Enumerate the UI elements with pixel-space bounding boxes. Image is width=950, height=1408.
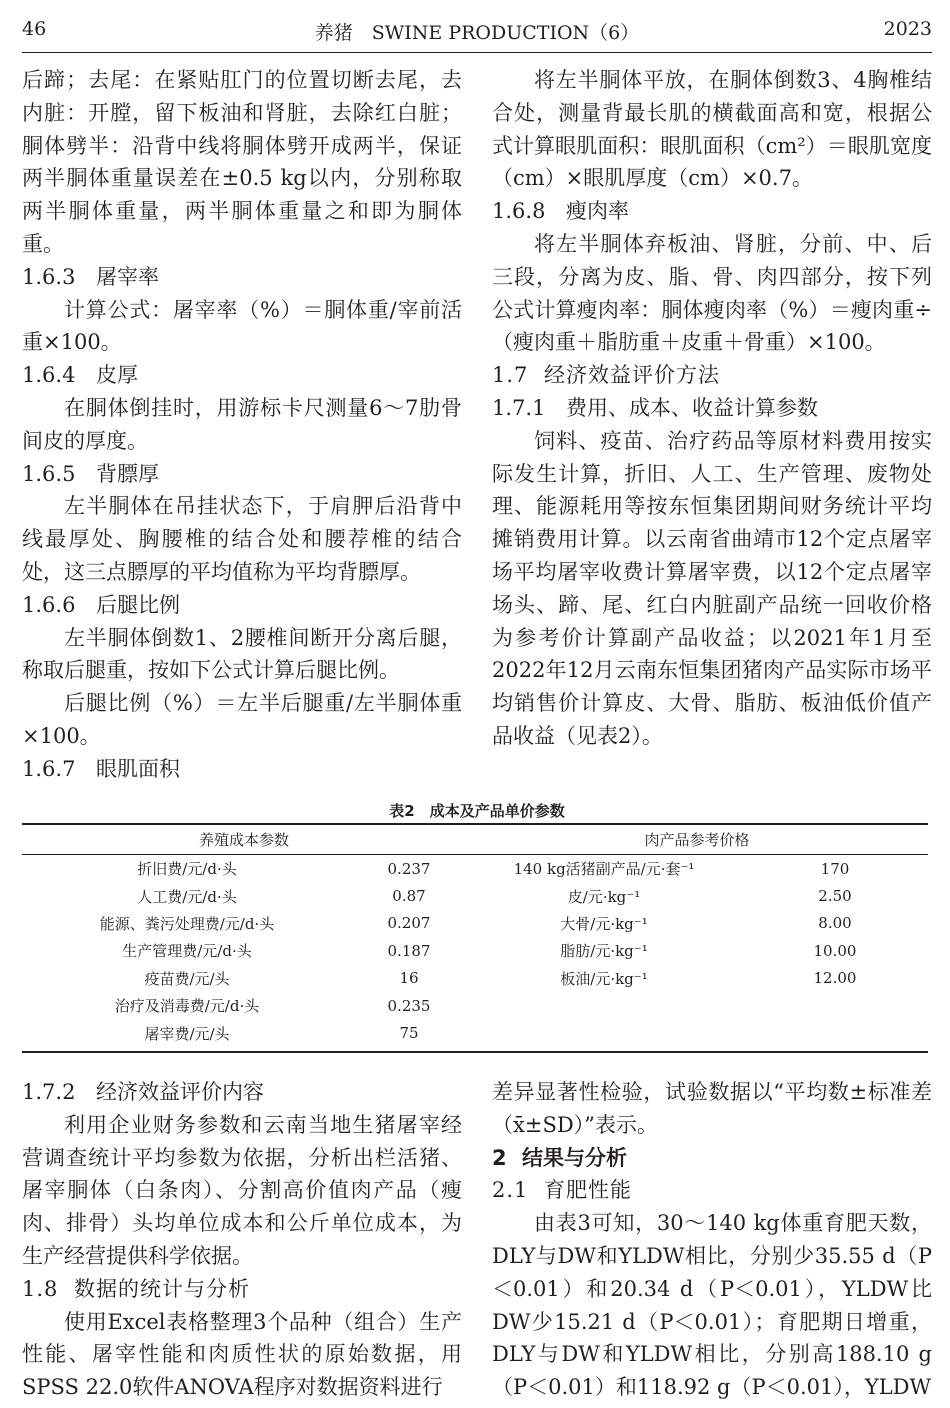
- cost-item: 治疗及消毒费/元/d·头: [114, 997, 260, 1016]
- cost-value: 75: [399, 1024, 419, 1043]
- table-row: [22, 1019, 928, 1051]
- price-item: 脂肪/元·kg⁻¹: [560, 942, 648, 961]
- price-item: [466, 992, 742, 1019]
- right-column-top: [492, 64, 932, 753]
- paragraph-lean-percentage: 将左半胴体弃板油、肾脏，分前、中、后三段，分离为皮、脂、骨、肉四部分，按下列公式计算瘦肉率：胴体瘦肉率（%）＝瘦肉重÷（瘦肉重＋脂肪重＋皮重＋骨重）×100。: [492, 231, 932, 355]
- price-item: 皮/元·kg⁻¹: [567, 887, 641, 906]
- price-value: 170: [820, 859, 850, 878]
- section-heading-1-7-1: 1.7.1 费用、成本、收益计算参数: [492, 395, 818, 420]
- section-heading-1-6-5: 1.6.5 背膘厚: [22, 461, 159, 486]
- paragraph-statistics-continued: 差异显著性检验，试验数据以“平均数±标准差（x̄±SD）”表示。: [492, 1080, 932, 1137]
- price-value: [742, 992, 928, 1019]
- section-heading-1-8: 1.8 数据的统计与分析: [22, 1276, 250, 1301]
- table-row: [22, 965, 928, 992]
- price-item: 板油/元·kg⁻¹: [560, 969, 648, 988]
- table-header-row: [22, 824, 928, 855]
- price-item: 大骨/元·kg⁻¹: [560, 914, 648, 933]
- section-heading-2: 2 结果与分析: [492, 1145, 627, 1170]
- section-heading-1-6-6: 1.6.6 后腿比例: [22, 592, 180, 617]
- paragraph-fattening-performance: 由表3可知，30～140 kg体重育肥天数，DLY与DW和YLDW相比，分别少35.55 d（P＜0.01）和20.34 d（P＜0.01），YLDW比DW少15.21 d（P＜0.01）；育肥期日增重，DLY与DW和YLDW相比，分别高188.10 g（P＜0.01）和118.92 g（P＜0.01），YLDW: [492, 1211, 932, 1400]
- table-row: [22, 992, 928, 1019]
- price-item: [466, 1019, 742, 1051]
- price-value: 8.00: [818, 914, 852, 933]
- cost-item: 人工费/元/d·头: [137, 887, 237, 906]
- right-column-bottom: [492, 1076, 932, 1404]
- table-row: [22, 910, 928, 937]
- left-column-top: [22, 64, 462, 786]
- price-value: 10.00: [813, 941, 857, 960]
- table-row: [22, 855, 928, 883]
- section-heading-1-6-8: 1.6.8 瘦肉率: [492, 199, 629, 224]
- paragraph-backfat: 左半胴体在吊挂状态下，于肩胛后沿背中线最厚处、胸腰椎的结合处和腰荐椎的结合处，这三点膘厚的平均值称为平均背膘厚。: [22, 494, 462, 584]
- page-number: 46: [22, 18, 47, 40]
- cost-value: 16: [399, 969, 419, 988]
- price-value: 2.50: [818, 887, 852, 906]
- section-heading-1-7: 1.7 经济效益评价方法: [492, 363, 720, 388]
- table-header-cost: 养殖成本参数: [22, 824, 466, 855]
- table-row: [22, 882, 928, 909]
- cost-item: 疫苗费/元/头: [144, 969, 230, 988]
- table-2-title: 表2 成本及产品单价参数: [389, 802, 565, 820]
- price-value: 12.00: [813, 969, 857, 988]
- paragraph-ham-ratio-formula: 后腿比例（%）＝左半后腿重/左半胴体重×100。: [22, 691, 462, 748]
- section-heading-1-6-4: 1.6.4 皮厚: [22, 363, 138, 388]
- page-header: [22, 16, 932, 53]
- left-column-bottom: [22, 1076, 462, 1404]
- paragraph-statistics: 使用Excel表格整理3个品种（组合）生产性能、屠宰性能和肉质性状的原始数据，用SPSS 22.0软件ANOVA程序对数据资料进行: [22, 1309, 462, 1400]
- journal-year: 2023: [883, 18, 932, 40]
- section-heading-1-6-7: 1.6.7 眼肌面积: [22, 756, 180, 781]
- cost-value: 0.207: [387, 914, 431, 933]
- table-2: [22, 823, 928, 1053]
- cost-value: 0.235: [387, 996, 431, 1015]
- cost-item: 屠宰费/元/头: [144, 1024, 230, 1043]
- cost-item: 折旧费/元/d·头: [137, 860, 237, 879]
- paragraph-dressing-percentage: 计算公式：屠宰率（%）＝胴体重/宰前活重×100。: [22, 297, 462, 355]
- price-value: [742, 1019, 928, 1051]
- cost-value: 0.87: [392, 887, 426, 906]
- paragraph-skin-thickness: 在胴体倒挂时，用游标卡尺测量6～7肋骨间皮的厚度。: [22, 395, 462, 453]
- section-heading-2-1: 2.1 育肥性能: [492, 1178, 632, 1203]
- paragraph-carcass-processing: 后蹄；去尾：在紧贴肛门的位置切断去尾，去内脏：开膛，留下板油和肾脏，去除红白脏；胴体劈半：沿背中线将胴体劈开成两半，保证两半胴体重量误差在±0.5 kg以内，分别称取两半胴体重量，两半胴体重量之和即为胴体重。: [22, 68, 462, 256]
- cost-value: 0.237: [387, 859, 431, 878]
- paragraph-loin-eye-area: 将左半胴体平放，在胴体倒数3、4胸椎结合处，测量背最长肌的横截面高和宽，根据公式计算眼肌面积：眼肌面积（cm²）＝眼肌宽度（cm）×眼肌厚度（cm）×0.7。: [492, 68, 932, 191]
- price-item: 140 kg活猪副产品/元·套⁻¹: [513, 860, 695, 879]
- paragraph-economic-evaluation: 利用企业财务参数和云南当地生猪屠宰经营调查统计平均参数为依据，分析出栏活猪、屠宰胴体（白条肉）、分割高价值肉产品（瘦肉、排骨）头均单位成本和公斤单位成本，为生产经营提供科学依据。: [22, 1112, 462, 1268]
- paragraph-ham-ratio: 左半胴体倒数1、2腰椎间断开分离后腿，称取后腿重，按如下公式计算后腿比例。: [22, 625, 462, 683]
- section-heading-1-7-2: 1.7.2 经济效益评价内容: [22, 1080, 264, 1104]
- table-row: [22, 937, 928, 964]
- cost-item: 生产管理费/元/d·头: [122, 942, 252, 961]
- cost-item: 能源、粪污处理费/元/d·头: [99, 914, 275, 933]
- journal-title: 养猪 SWINE PRODUCTION（6）: [314, 22, 640, 44]
- table-header-price: 肉产品参考价格: [466, 824, 928, 855]
- section-heading-1-6-3: 1.6.3 屠宰率: [22, 264, 159, 289]
- cost-value: 0.187: [387, 941, 431, 960]
- paragraph-cost-parameters: 饲料、疫苗、治疗药品等原材料费用按实际发生计算，折旧、人工、生产管理、废物处理、能源耗用等按东恒集团期间财务统计平均摊销费用计算。以云南省曲靖市12个定点屠宰场平均屠宰收费计算屠宰费，以12个定点屠宰场头、蹄、尾、红白内脏副产品统一回收价格为参考价计算副产品收益；以2021年1月至2022年12月云南东恒集团猪肉产品实际市场平均销售价计算皮、大骨、脂肪、板油低价值产品收益（见表2）。: [492, 428, 932, 748]
